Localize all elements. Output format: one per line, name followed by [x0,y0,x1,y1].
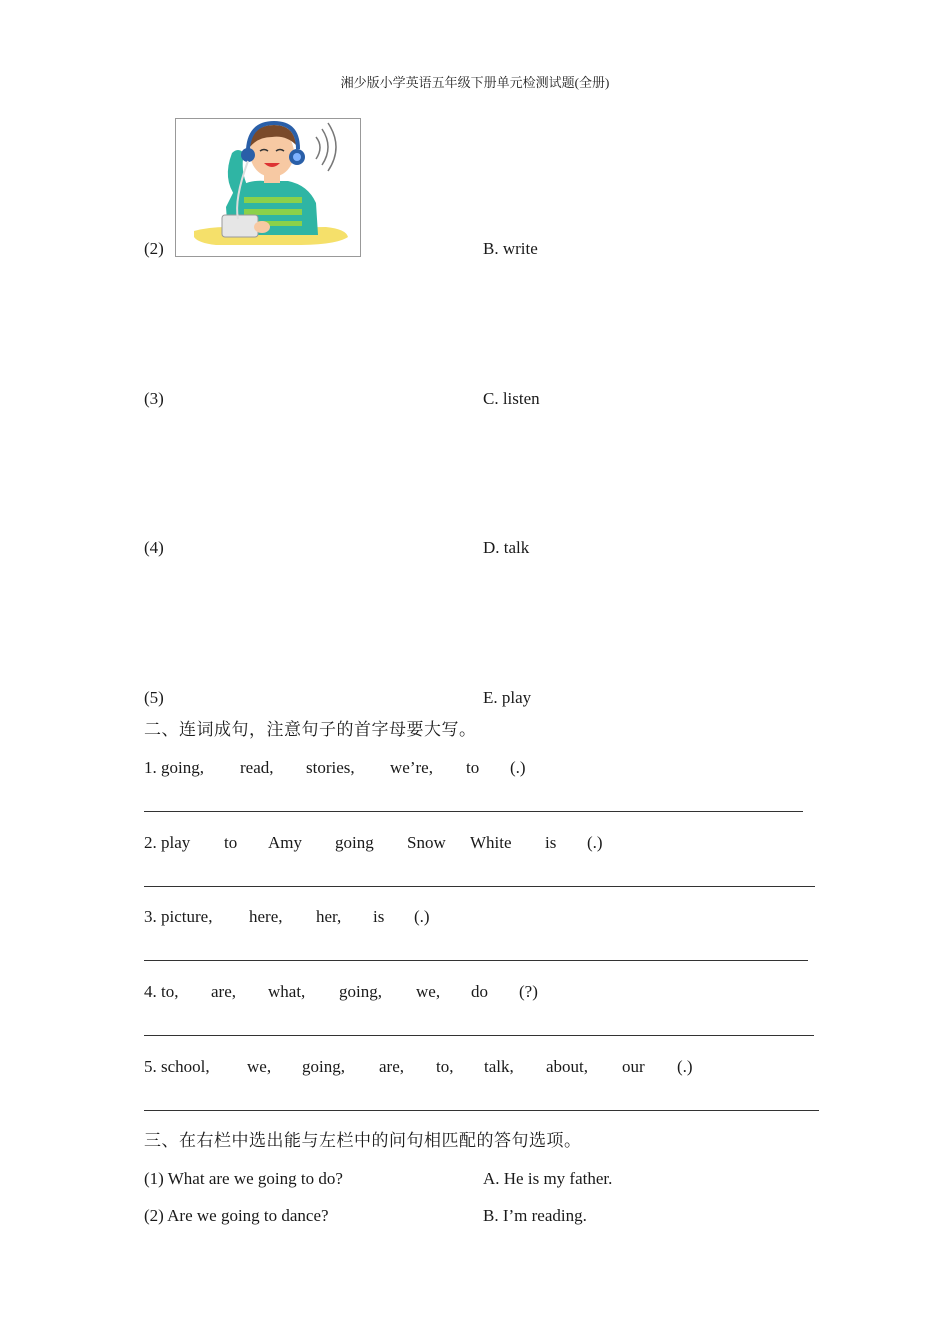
word: what, [268,982,306,1001]
word: do [471,982,488,1001]
answer-option: B. I’m reading. [483,1206,587,1225]
question-text: (1) What are we going to do? [144,1169,343,1188]
answer-line[interactable] [144,886,815,887]
word: Amy [268,833,302,852]
word: we, [247,1057,272,1076]
item-number: (4) [144,538,164,557]
word: White [470,833,512,852]
word: our [622,1057,645,1076]
word: here, [249,907,283,926]
word: to [466,758,480,777]
section-title: 三、在右栏中选出能与左栏中的问句相匹配的答句选项。 [144,1131,582,1150]
option-label: C. listen [483,389,540,408]
word: (?) [519,982,538,1001]
word: we, [416,982,441,1001]
word: to [224,833,238,852]
answer-line[interactable] [144,960,808,961]
answer-line[interactable] [144,811,803,812]
word: 1. going, [144,758,204,777]
word: going, [302,1057,345,1076]
word: going, [339,982,382,1001]
word: are, [379,1057,405,1076]
word: 3. picture, [144,907,213,926]
answer-line[interactable] [144,1110,819,1111]
option-label: B. write [483,239,538,258]
word: going [335,833,374,852]
word: talk, [484,1057,514,1076]
answer-line[interactable] [144,1035,814,1036]
word: (.) [414,907,430,926]
answer-option: A. He is my father. [483,1169,613,1188]
word: to, [436,1057,454,1076]
word: 4. to, [144,982,179,1001]
item-number: (2) [144,239,164,258]
word: we’re, [390,758,433,777]
option-label: E. play [483,688,532,707]
boy-with-headphones-listening-icon [175,118,361,257]
word: her, [316,907,342,926]
word: is [545,833,557,852]
word: (.) [677,1057,693,1076]
word: 2. play [144,833,191,852]
option-label: D. talk [483,538,530,557]
page-header: 湘少版小学英语五年级下册单元检测试题(全册) [340,75,610,90]
word: Snow [407,833,446,852]
word: is [373,907,385,926]
item-number: (5) [144,688,164,707]
word: stories, [306,758,355,777]
word: 5. school, [144,1057,210,1076]
section-title: 二、连词成句，注意句子的首字母要大写。 [144,720,477,739]
word: about, [546,1057,589,1076]
word: (.) [510,758,526,777]
question-text: (2) Are we going to dance? [144,1206,329,1225]
word: read, [240,758,274,777]
item-number: (3) [144,389,164,408]
word: (.) [587,833,603,852]
word: are, [211,982,237,1001]
